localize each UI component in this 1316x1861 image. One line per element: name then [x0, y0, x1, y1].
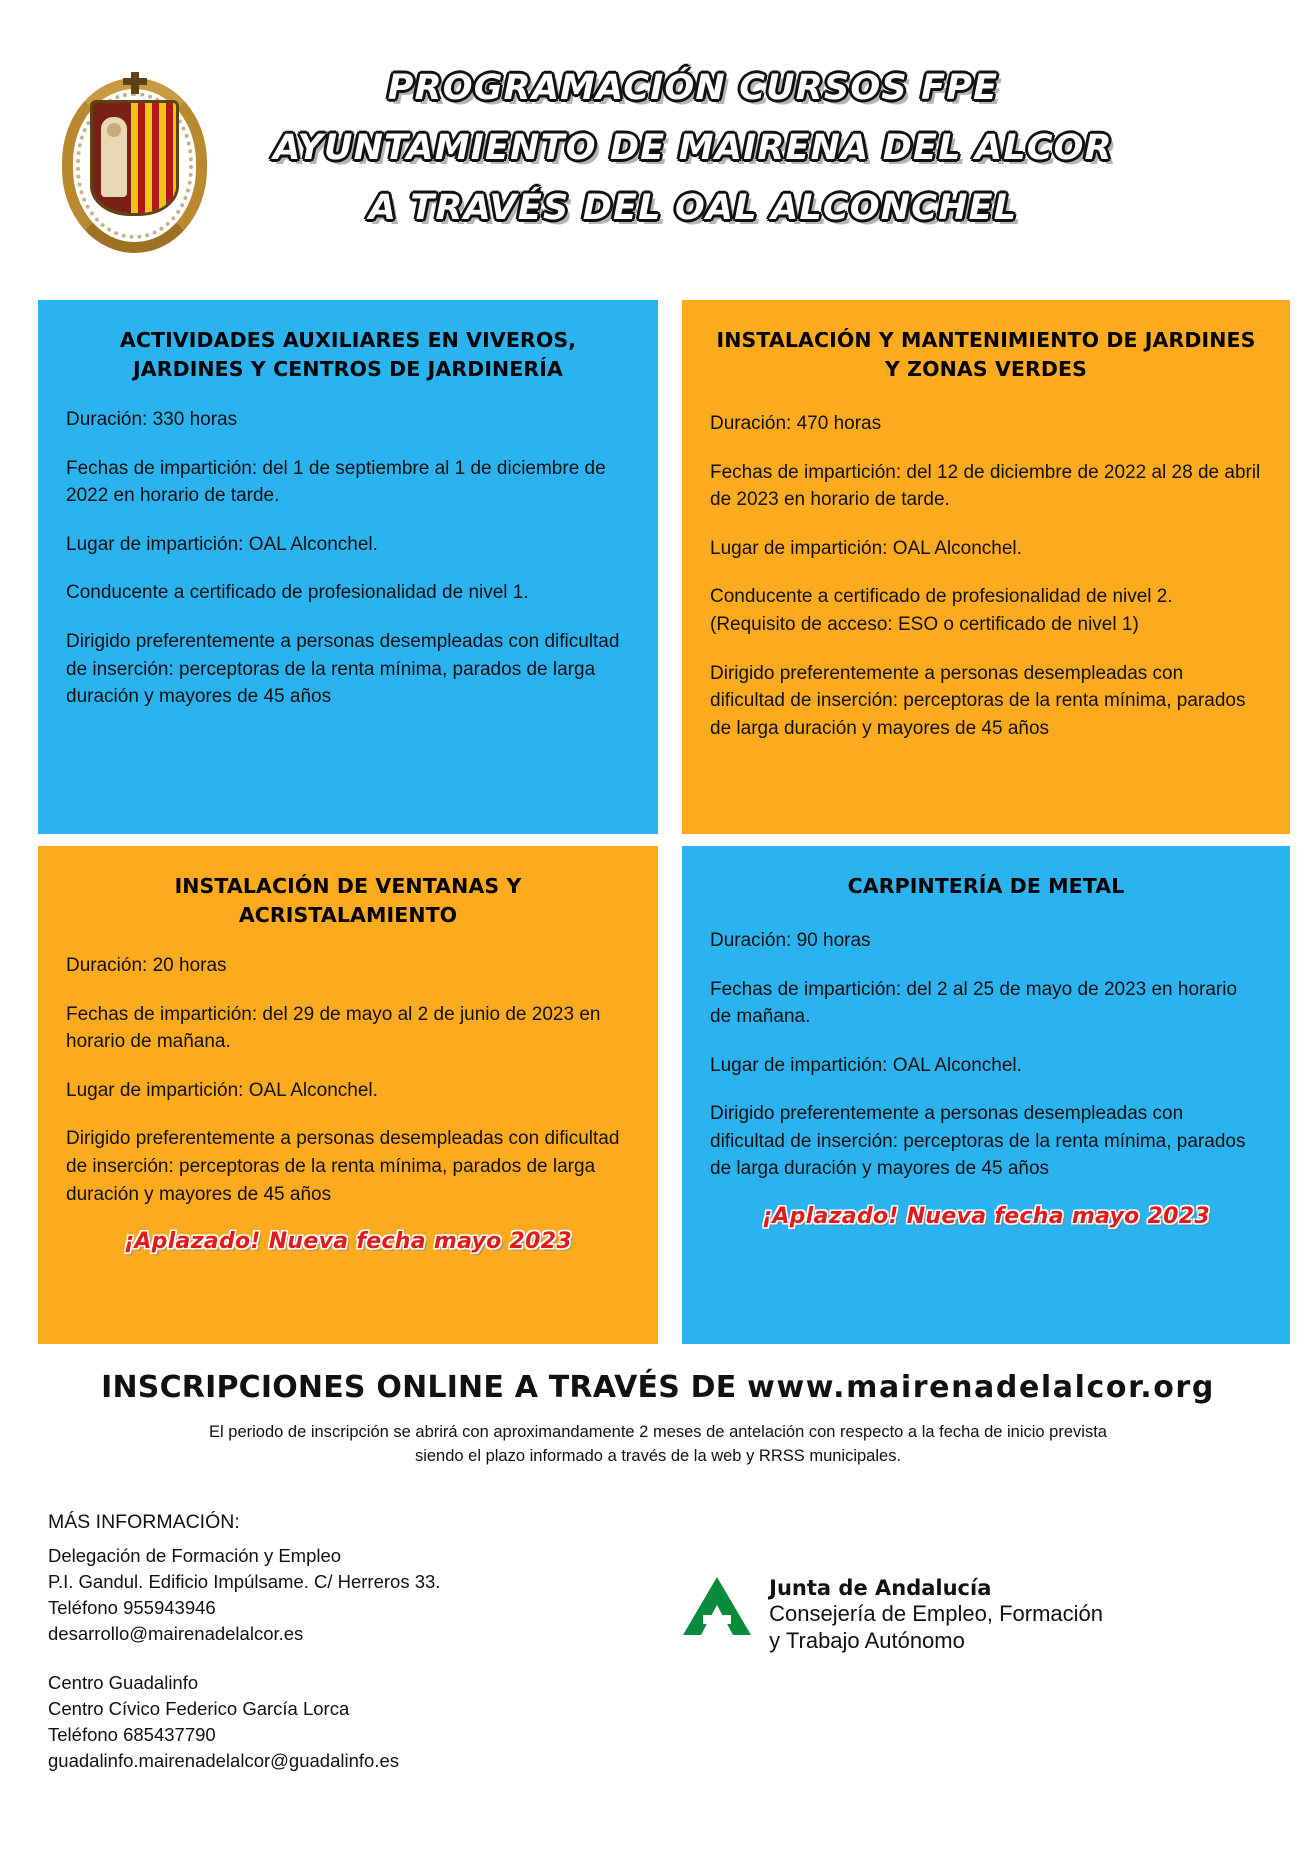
- contact-info: [48, 1509, 440, 1775]
- postponed-badge: ¡Aplazado! Nueva fecha mayo 2023: [124, 1229, 572, 1255]
- junta-logo-icon: [681, 1575, 753, 1637]
- course-audience: Dirigido preferentemente a personas desempleadas con dificultad de inserción: perceptoras de la renta mínima, parados de larga duración y mayores de 45 años: [710, 1103, 1246, 1180]
- inscriptions-note: [0, 1421, 1316, 1469]
- contact-line: Centro Guadalinfo: [48, 1671, 199, 1693]
- junta-line-2: Consejería de Empleo, Formación: [769, 1601, 1103, 1627]
- poster-footer: [0, 1509, 1316, 1775]
- course-certificate: Conducente a certificado de profesionalidad de nivel 1.: [66, 582, 529, 604]
- inscriptions-section: [0, 1370, 1316, 1469]
- course-location: Lugar de impartición: OAL Alconchel.: [710, 1054, 1022, 1076]
- junta-de-andalucia-logo-block: [681, 1575, 1103, 1655]
- course-card-carpinteria-de-metal: [682, 846, 1290, 1344]
- title-line-2: AYUNTAMIENTO DE MAIRENA DEL ALCOR: [273, 128, 1113, 169]
- course-duration: Duración: 20 horas: [66, 955, 227, 977]
- course-title: ACTIVIDADES AUXILIARES EN VIVEROS, JARDINES Y CENTROS DE JARDINERÍA: [119, 328, 577, 382]
- contact-phone: Teléfono 685437790: [48, 1724, 216, 1746]
- course-dates: Fechas de impartición: del 12 de diciembre de 2022 al 28 de abril de 2023 en horario de tarde.: [710, 461, 1261, 511]
- website-link[interactable]: www.mairenadelalcor.org: [747, 1370, 1215, 1405]
- inscriptions-note-line-1: El periodo de inscripción se abrirá con aproximandamente 2 meses de antelación con respecto a la fecha de inicio prevista: [209, 1423, 1107, 1441]
- course-location: Lugar de impartición: OAL Alconchel.: [66, 1079, 378, 1101]
- course-certificate: Conducente a certificado de profesionalidad de nivel 2. (Requisito de acceso: ESO o certificado de nivel 1): [710, 586, 1173, 635]
- course-audience: Dirigido preferentemente a personas desempleadas con dificultad de inserción: perceptoras de la renta mínima, parados de larga duración y mayores de 45 años: [710, 662, 1246, 739]
- title-line-3: A TRAVÉS DEL OAL ALCONCHEL: [368, 188, 1018, 229]
- course-dates: Fechas de impartición: del 1 de septiembre al 1 de diciembre de 2022 en horario de tarde.: [66, 457, 606, 507]
- contact-block-guadalinfo: [48, 1670, 440, 1775]
- course-card-instalacion-mantenimiento-jardines: [682, 300, 1290, 834]
- coat-of-arms-icon: [62, 78, 207, 253]
- course-dates: Fechas de impartición: del 29 de mayo al 2 de junio de 2023 en horario de mañana.: [66, 1003, 601, 1053]
- course-card-instalacion-ventanas-acristalamiento: [38, 846, 658, 1344]
- course-audience: Dirigido preferentemente a personas desempleadas con dificultad de inserción: perceptoras de la renta mínima, parados de larga duración y mayores de 45 años: [66, 1128, 620, 1205]
- contact-line: Centro Cívico Federico García Lorca: [48, 1697, 350, 1719]
- junta-line-1: Junta de Andalucía: [769, 1575, 992, 1600]
- contact-email[interactable]: guadalinfo.mairenadelalcor@guadalinfo.es: [48, 1750, 399, 1772]
- course-audience: Dirigido preferentemente a personas desempleadas con dificultad de inserción: perceptoras de la renta mínima, parados de larga duración y mayores de 45 años: [66, 630, 620, 708]
- course-duration: Duración: 90 horas: [710, 930, 871, 952]
- course-title: INSTALACIÓN Y MANTENIMIENTO DE JARDINES Y ZONAS VERDES: [716, 328, 1256, 382]
- title-line-1: PROGRAMACIÓN CURSOS FPE: [387, 68, 999, 108]
- postponed-badge: ¡Aplazado! Nueva fecha mayo 2023: [762, 1203, 1210, 1229]
- contact-line: Delegación de Formación y Empleo: [48, 1544, 342, 1566]
- poster-header: [0, 0, 1316, 300]
- course-location: Lugar de impartición: OAL Alconchel.: [66, 533, 378, 555]
- contact-phone: Teléfono 955943946: [48, 1597, 216, 1619]
- course-title: CARPINTERÍA DE METAL: [847, 874, 1125, 898]
- course-title: INSTALACIÓN DE VENTANAS Y ACRISTALAMIENTO: [174, 874, 522, 928]
- more-info-heading: MÁS INFORMACIÓN:: [48, 1510, 240, 1533]
- junta-text: [769, 1575, 1103, 1655]
- inscriptions-label: INSCRIPCIONES ONLINE A TRAVÉS DE: [101, 1370, 748, 1405]
- course-duration: Duración: 330 horas: [66, 409, 238, 431]
- junta-line-3: y Trabajo Autónomo: [769, 1627, 965, 1653]
- contact-email[interactable]: desarrollo@mairenadelalcor.es: [48, 1623, 304, 1645]
- contact-block-delegacion: [48, 1543, 440, 1648]
- inscriptions-headline: [0, 1370, 1316, 1405]
- course-location: Lugar de impartición: OAL Alconchel.: [710, 537, 1022, 559]
- inscriptions-note-line-2: siendo el plazo informado a través de la web y RRSS municipales.: [414, 1446, 902, 1465]
- course-duration: Duración: 470 horas: [710, 413, 882, 435]
- course-card-actividades-auxiliares-viveros: [38, 300, 658, 834]
- course-grid: [38, 300, 1278, 1344]
- course-dates: Fechas de impartición: del 2 al 25 de mayo de 2023 en horario de mañana.: [710, 978, 1238, 1028]
- contact-line: P.I. Gandul. Edificio Impúlsame. C/ Herreros 33.: [48, 1570, 441, 1592]
